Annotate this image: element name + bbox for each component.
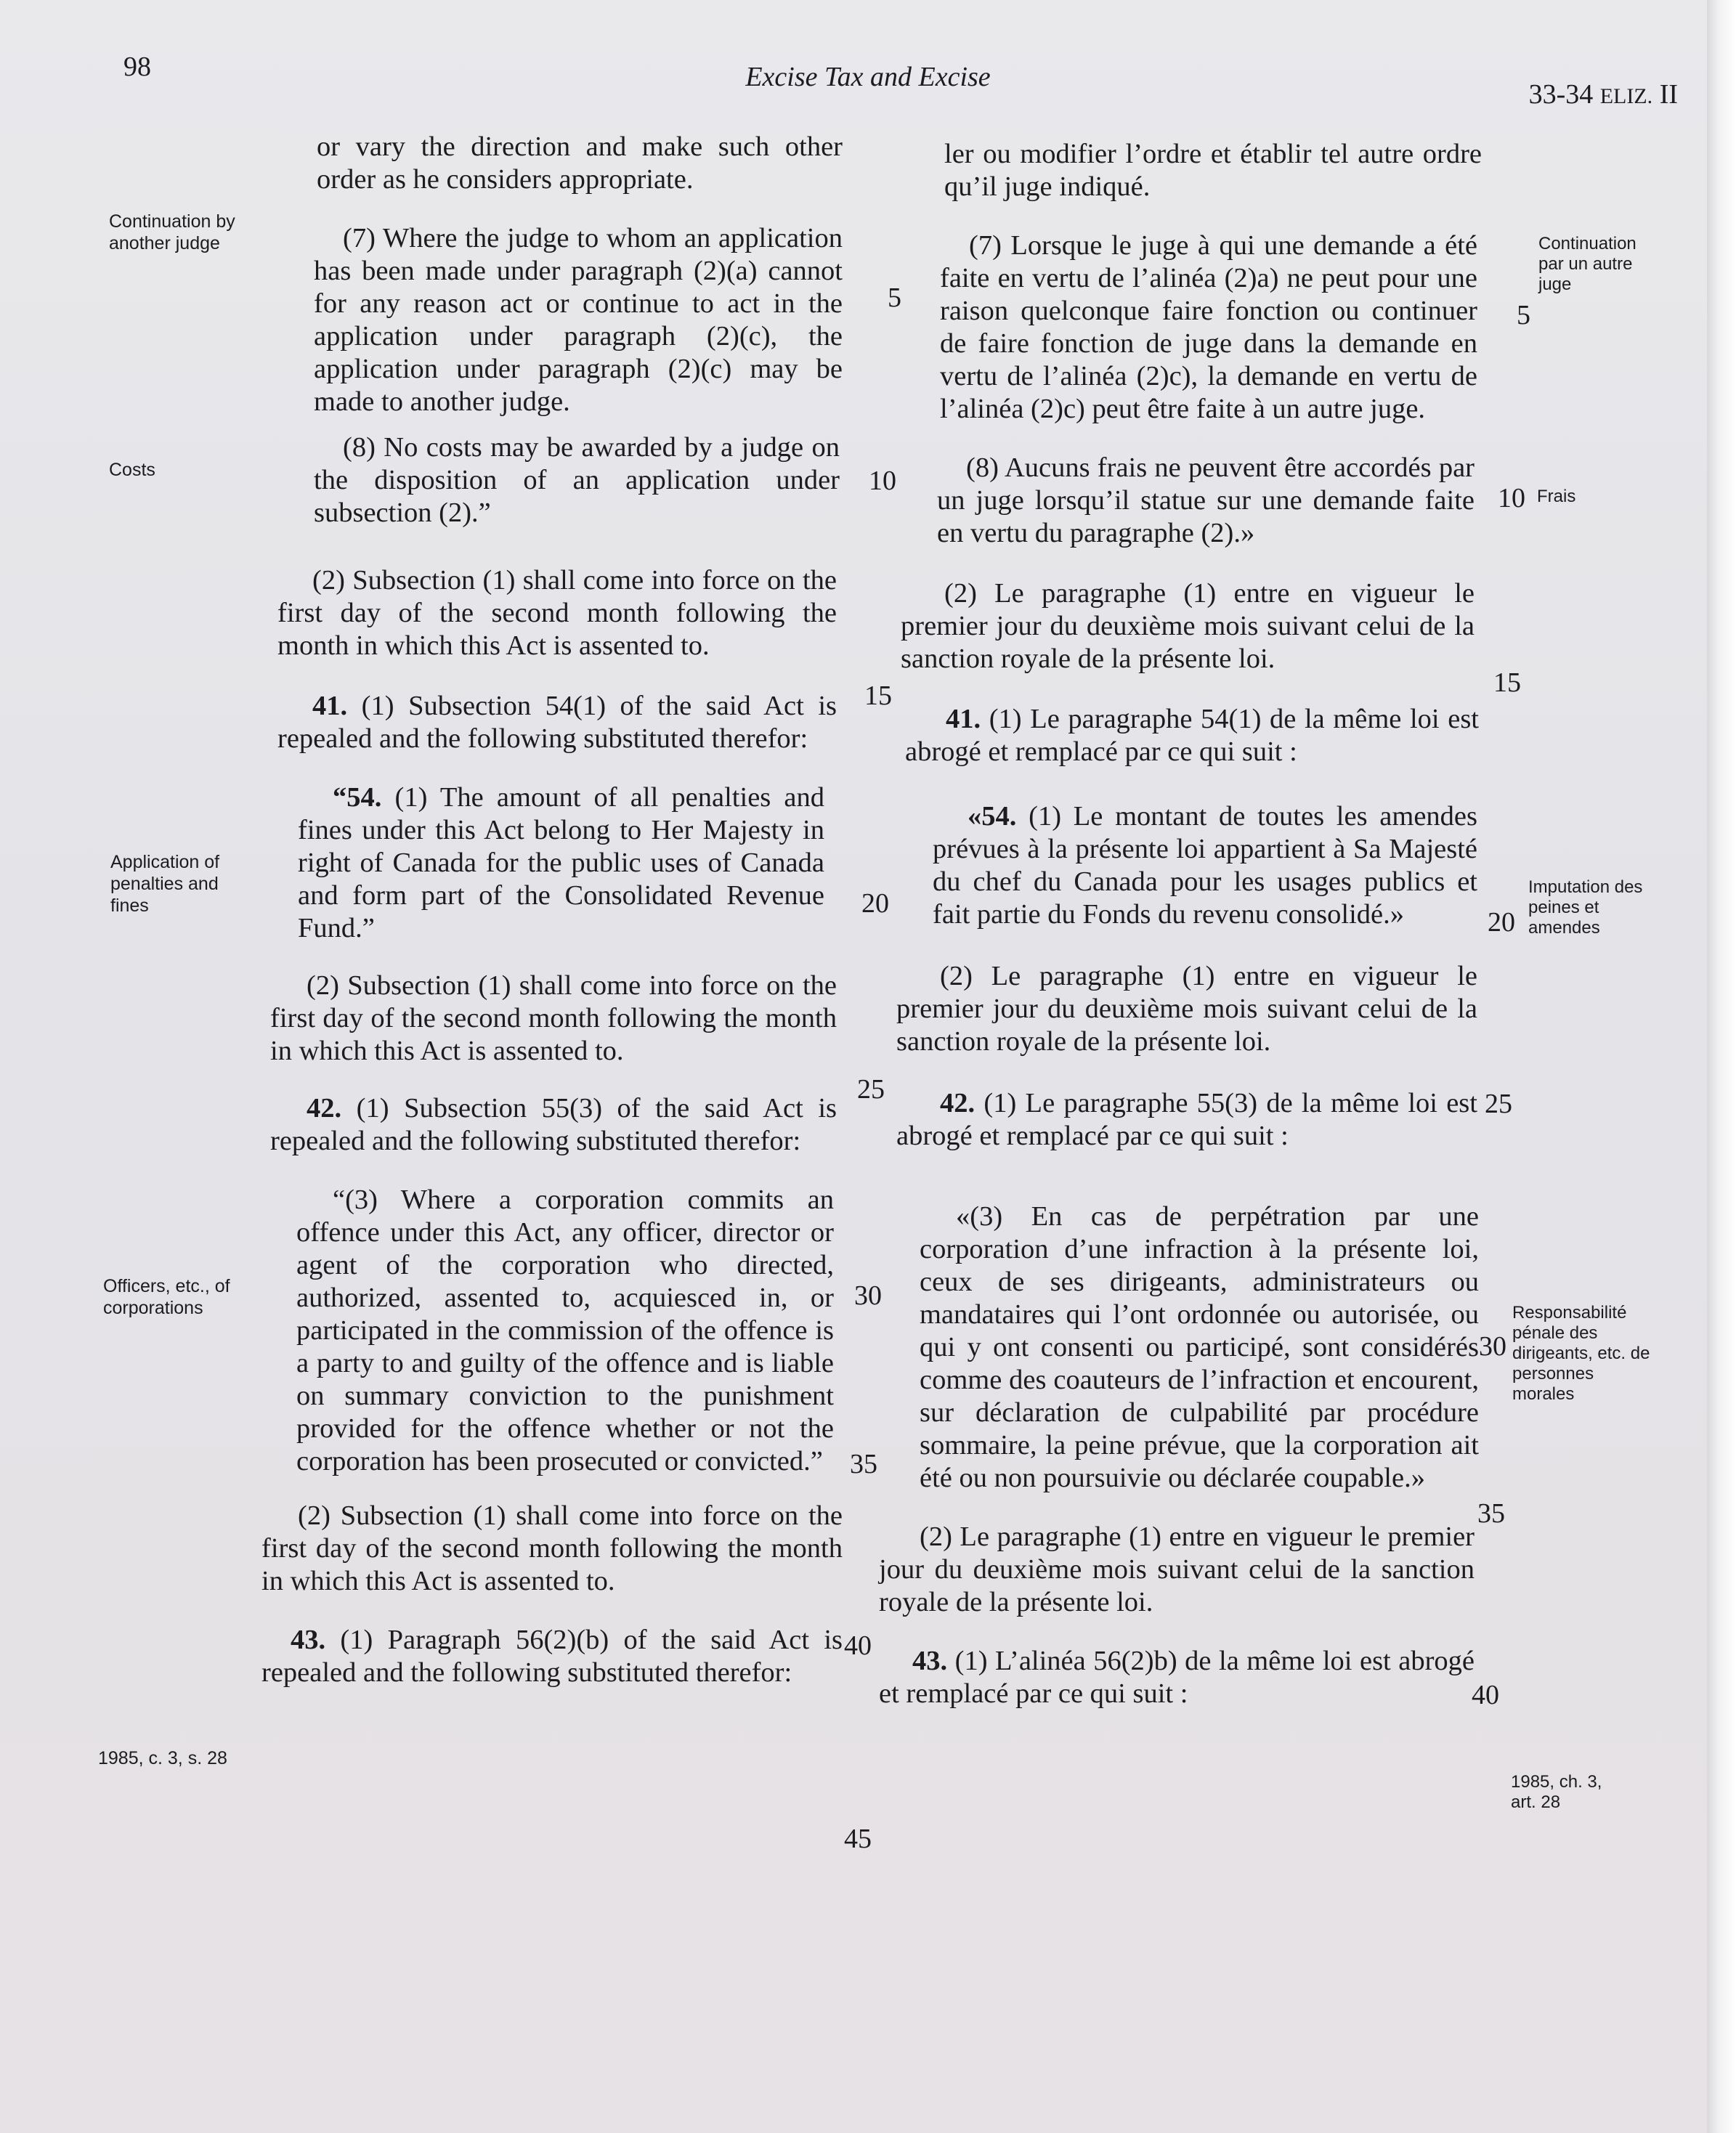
en-p1: or vary the direction and make such other order as he considers appropriate.	[317, 131, 843, 195]
en-p5-text: (1) Subsection 54(1) of the said Act is repealed and the following substituted therefor:	[277, 691, 837, 754]
fr-line-5: 5	[1517, 300, 1530, 330]
en-p6	[261, 781, 824, 945]
en-p2: (7) Where the judge to whom an application has been made under paragraph (2)(a) cannot for any reason act or continue to act in the application under paragraph (2)(c), the application under paragraph (2)(c) may be made to another judge.	[314, 223, 843, 417]
fr-p6	[879, 800, 1477, 931]
fr-line-20: 20	[1488, 907, 1515, 938]
fr-line-35: 35	[1477, 1498, 1505, 1529]
page-number: 98	[123, 52, 151, 82]
sidenote-1985: 1985, c. 3, s. 28	[98, 1748, 227, 1768]
fr-sidenote-imputation: Imputation des peines et amendes	[1528, 877, 1643, 938]
en-p10: (2) Subsection (1) shall come into force on the first day of the second month following the month in which this Act is assented to.	[261, 1500, 843, 1596]
regnal-year: 33-34	[1528, 79, 1594, 110]
fr-p1: ler ou modifier l’ordre et établir tel autre ordre qu’il juge indiqué.	[944, 139, 1482, 202]
fr-p6-text: (1) Le montant de toutes les amendes prévues à la présente loi appartient à Sa Majesté du chef du Canada pour les usages publics et fait partie du Fonds du revenu consolidé.»	[933, 801, 1477, 930]
fr-p4: (2) Le paragraphe (1) entre en vigueur le premier jour du deuxième mois suivant celui de la sanction royale de la présente loi.	[901, 578, 1475, 674]
sidenote-penalties: Application of penalties and fines	[110, 852, 220, 916]
en-p5	[261, 690, 837, 755]
fr-p2: (7) Lorsque le juge à qui une demande a été faite en vertu de l’alinéa (2)a) ne peut pour une raison quelconque faire fonction ou continuer de faire fonction de juge dans la demande en vertu de l’alinéa (2)c), la demande en vertu de l’alinéa (2)c) peut être faite à un autre juge.	[940, 230, 1477, 424]
fr-p7: (2) Le paragraphe (1) entre en vigueur le premier jour du deuxième mois suivant celui de la sanction royale de la présente loi.	[896, 961, 1477, 1057]
fr-p11	[879, 1645, 1475, 1710]
en-p6-text: (1) The amount of all penalties and fines under this Act belong to Her Majesty in right of Canada for the public uses of Canada and form part of the Consolidated Revenue Fund.”	[298, 782, 825, 943]
sidenote-officers: Officers, etc., of corporations	[103, 1276, 230, 1318]
regnal-name: ELIZ.	[1599, 84, 1653, 108]
fr-line-30: 30	[1479, 1331, 1506, 1362]
fr-line-40: 40	[1472, 1680, 1499, 1710]
fr-p11-num: 43.	[912, 1646, 948, 1676]
fr-p10: (2) Le paragraphe (1) entre en vigueur le premier jour du deuxième mois suivant celui de la sanction royale de la présente loi.	[879, 1521, 1475, 1617]
fr-p11-text: (1) L’alinéa 56(2)b) de la même loi est abrogé et remplacé par ce qui suit :	[879, 1646, 1475, 1709]
en-p9: “(3) Where a corporation commits an offence under this Act, any officer, director or agent of the corporation who directed, authorized, assented to, acquiesced in, or participated in the commission of the offence is a party to and guilty of the offence and is liable on summary conviction to the punishment provided for the offence whether or not the corporation has been prosecuted or convicted.”	[296, 1185, 834, 1476]
regnal-citation	[1529, 78, 1678, 110]
en-p11	[261, 1624, 843, 1689]
en-line-45: 45	[844, 1824, 872, 1854]
fr-sidenote-frais: Frais	[1537, 487, 1576, 506]
en-p8-num: 42.	[307, 1093, 342, 1124]
en-p4: (2) Subsection (1) shall come into force on the first day of the second month following the month in which this Act is assented to.	[277, 565, 837, 661]
en-line-25: 25	[857, 1074, 885, 1105]
sidenote-continuation: Continuation by another judge	[109, 211, 235, 253]
fr-p3: (8) Aucuns frais ne peuvent être accordés par un juge lorsqu’il statue sur une demande faite en vertu du paragraphe (2).»	[937, 452, 1475, 548]
en-p5-num: 41.	[312, 691, 348, 721]
fr-p8-text: (1) Le paragraphe 55(3) de la même loi est abrogé et remplacé par ce qui suit :	[896, 1088, 1477, 1151]
en-line-5: 5	[888, 283, 901, 313]
en-p11-num: 43.	[291, 1625, 326, 1655]
running-title: Excise Tax and Excise	[745, 62, 991, 92]
english-column	[261, 131, 872, 1689]
fr-line-15: 15	[1493, 667, 1521, 698]
en-p8-text: (1) Subsection 55(3) of the said Act is repealed and the following substituted therefor:	[270, 1093, 837, 1156]
fr-sidenote-responsabilite: Responsabilité pénale des dirigeants, etc. de personnes morales	[1512, 1303, 1650, 1404]
en-line-40: 40	[844, 1630, 872, 1661]
fr-p5-text: (1) Le paragraphe 54(1) de la même loi est abrogé et remplacé par ce qui suit :	[905, 704, 1479, 767]
en-p3: (8) No costs may be awarded by a judge on the disposition of an application under subsection (2).”	[314, 432, 840, 528]
fr-p9: «(3) En cas de perpétration par une corporation d’une infraction à la présente loi, ceux de ses dirigeants, administrateurs ou mandataires qui l’ont ordonnée ou autorisée, ou qui y ont consenti ou participé, sont considérés comme des coauteurs de l’infraction et encourent, sur déclaration de culpabilité par procédure sommaire, la peine prévue, que la corporation ait été ou non poursuivie ou déclarée coupable.»	[920, 1201, 1479, 1493]
en-p11-text: (1) Paragraph 56(2)(b) of the said Act is repealed and the following substituted therefor:	[261, 1625, 843, 1688]
fr-p5	[879, 703, 1479, 768]
en-p8	[261, 1092, 837, 1158]
en-line-10: 10	[869, 466, 896, 496]
fr-sidenote-1985: 1985, ch. 3, art. 28	[1511, 1772, 1602, 1812]
fr-p8-num: 42.	[940, 1088, 976, 1118]
french-column	[879, 138, 1504, 1710]
fr-sidenote-continuation: Continuation par un autre juge	[1538, 234, 1636, 294]
en-p6-num: “54.	[333, 782, 382, 813]
fr-p8	[879, 1087, 1477, 1153]
fr-line-25: 25	[1485, 1089, 1512, 1119]
fr-p6-num: «54.	[968, 801, 1017, 832]
fr-line-10: 10	[1498, 483, 1525, 513]
en-p7: (2) Subsection (1) shall come into force on the first day of the second month following the month in which this Act is assented to.	[270, 970, 837, 1066]
page-edge	[1707, 0, 1736, 2133]
regnal-numeral: II	[1659, 79, 1678, 110]
en-line-30: 30	[854, 1280, 882, 1311]
fr-p5-num: 41.	[946, 704, 981, 734]
en-line-15: 15	[864, 680, 892, 711]
sidenote-costs: Costs	[109, 460, 155, 480]
en-line-35: 35	[850, 1449, 877, 1479]
en-line-20: 20	[861, 888, 889, 919]
